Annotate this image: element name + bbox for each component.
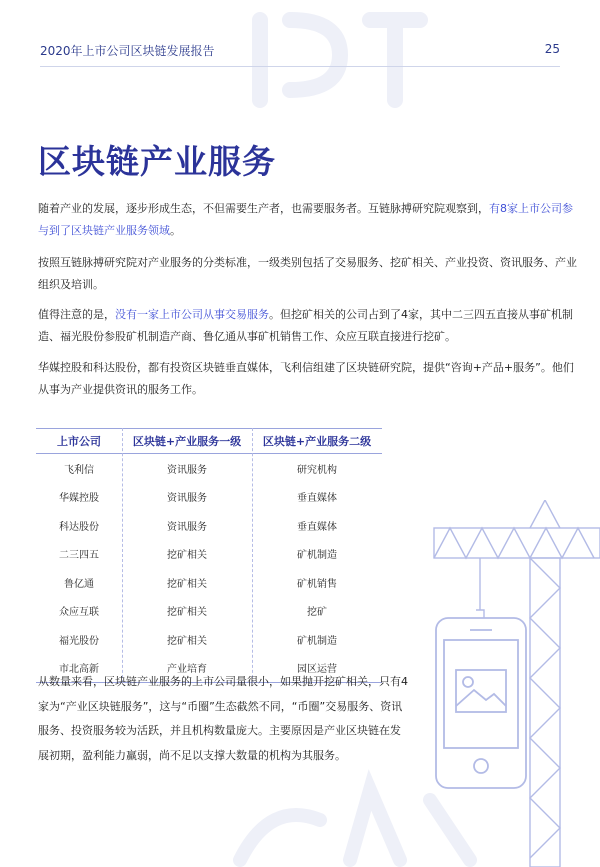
- table-cell: 华媒控股: [59, 493, 99, 505]
- table-cell: 矿机制造: [297, 550, 337, 562]
- logo-watermark: [190, 0, 450, 130]
- table-row: [36, 511, 382, 540]
- table-cell: 产业培育: [167, 664, 207, 676]
- table-row: [36, 597, 382, 626]
- table-cell: 矿机销售: [297, 578, 337, 590]
- header-divider: [40, 66, 560, 67]
- highlight-text: 没有一家上市公司从事交易服务: [115, 308, 269, 321]
- table-cell: 资讯服务: [167, 464, 207, 476]
- table-row: [36, 454, 382, 483]
- table-header-cell: 区块链+产业服务二级: [262, 435, 372, 448]
- table-row: [36, 540, 382, 569]
- table-cell: 研究机构: [297, 464, 337, 476]
- table-cell: 众应互联: [59, 607, 99, 619]
- table-cell: 二三四五: [59, 550, 99, 562]
- table-cell: 挖矿: [307, 607, 327, 619]
- paragraph-3: 值得注意的是，没有一家上市公司从事交易服务。但挖矿相关的公司占到了4家，其中二三四五直接从事矿机制造、福光股份参股矿机制造产商、鲁亿通从事矿机销售工作、众应互联直接进行挖矿。: [38, 308, 573, 343]
- table-row: [36, 483, 382, 512]
- services-table: [36, 428, 382, 683]
- table-header: [36, 428, 382, 454]
- highlight-text: 有8家上市公司参与到了区块链产业服务领域: [38, 202, 573, 237]
- table-cell: 资讯服务: [167, 521, 207, 533]
- table-cell: 福光股份: [59, 635, 99, 647]
- table-cell: 园区运营: [297, 664, 337, 676]
- table-cell: 资讯服务: [167, 493, 207, 505]
- table-cell: 垂直媒体: [297, 521, 337, 533]
- table-cell: 垂直媒体: [297, 493, 337, 505]
- table-cell: 鲁亿通: [64, 578, 94, 590]
- paragraph-bottom: 从数量来看，区块链产业服务的上市公司量很小，如果抛开挖矿相关，只有4家为“产业区块链服务”，这与“币圈”生态截然不同，“币圈”交易服务、资讯服务、投资服务较为活跃，并且机构数量庞大。主要原因是产业区块链在发展初期，盈利能力羸弱，尚不足以支撑大数量的机构为其服务。: [38, 675, 408, 762]
- column-divider: [252, 428, 253, 683]
- page-number: 25: [544, 42, 560, 56]
- table-cell: 市北高新: [59, 664, 99, 676]
- table-header-cell: 区块链+产业服务一级: [132, 435, 242, 448]
- page-title: 区块链产业服务: [38, 142, 276, 181]
- paragraph-4: 华媒控股和科达股份，都有投资区块链垂直媒体，飞利信组建了区块链研究院，提供“咨询+产品+服务”。他们从事为产业提供资讯的服务工作。: [38, 361, 574, 396]
- table-cell: 科达股份: [59, 521, 99, 533]
- table-cell: 挖矿相关: [167, 635, 207, 647]
- report-title: 2020年上市公司区块链发展报告: [40, 44, 215, 58]
- crane-illustration: [420, 500, 600, 867]
- paragraph-2: 按照互链脉搏研究院对产业服务的分类标准，一级类别包括了交易服务、挖矿相关、产业投资、资讯服务、产业组织及培训。: [38, 256, 577, 291]
- table-header-cell: 上市公司: [57, 435, 101, 448]
- table-row: [36, 568, 382, 597]
- table-cell: 矿机制造: [297, 635, 337, 647]
- table-cell: 飞利信: [64, 464, 94, 476]
- table-cell: 挖矿相关: [167, 550, 207, 562]
- paragraph-1: 随着产业的发展，逐步形成生态，不但需要生产者，也需要服务者。互链脉搏研究院观察到，有8家上市公司参与到了区块链产业服务领域。: [38, 202, 573, 237]
- table-cell: 挖矿相关: [167, 578, 207, 590]
- page-header: [40, 42, 560, 62]
- column-divider: [122, 428, 123, 683]
- table-row: [36, 625, 382, 654]
- table-cell: 挖矿相关: [167, 607, 207, 619]
